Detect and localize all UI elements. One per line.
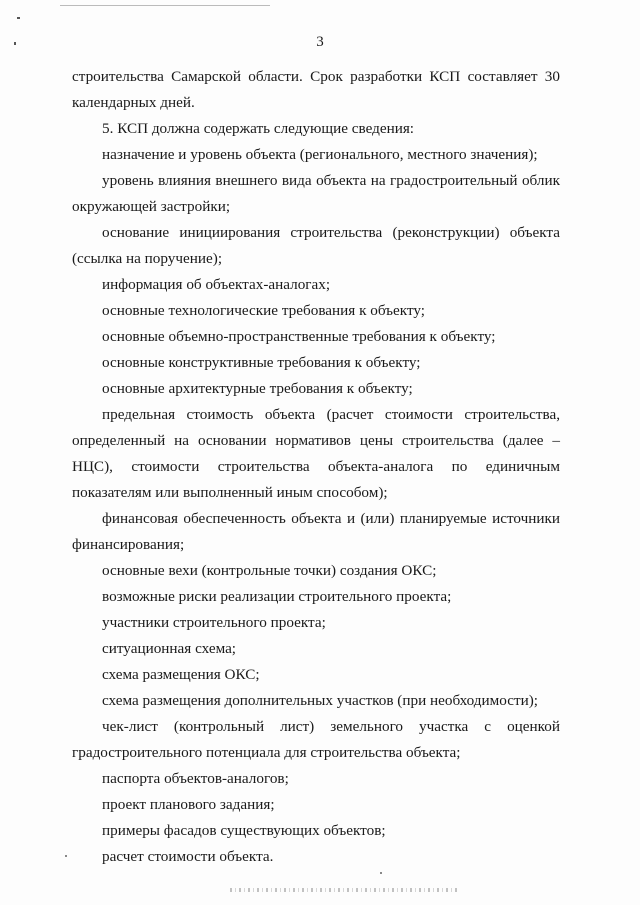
list-item: финансовая обеспеченность объекта и (или) планируемые источники финансирования; [72,510,560,553]
list-item: уровень влияния внешнего вида объекта на градостроительный облик окружающей застройки; [72,172,560,215]
list-item: примеры фасадов существующих объектов; [102,822,386,839]
scan-mark [380,872,382,874]
paragraph: строительства Самарской области. Срок разработки КСП составляет 30 календарных дней. [72,68,560,111]
list-item: чек-лист (контрольный лист) земельного участка с оценкой градостроительного потенциала для строительства объекта; [72,718,560,761]
list-item: основные архитектурные требования к объекту; [102,380,413,397]
list-item: основание инициирования строительства (реконструкции) объекта (ссылка на поручение); [72,224,560,267]
list-item: паспорта объектов-аналогов; [102,770,289,787]
list-item: основные объемно-пространственные требования к объекту; [102,328,496,345]
page-number: 3 [316,34,324,50]
list-item: основные конструктивные требования к объекту; [102,354,421,371]
scan-mark [17,17,20,19]
list-item: возможные риски реализации строительного проекта; [102,588,452,605]
list-item: схема размещения ОКС; [102,666,260,683]
paragraph: 5. КСП должна содержать следующие сведения: [102,120,415,137]
list-item: основные технологические требования к объекту; [102,302,426,319]
list-item: информация об объектах-аналогах; [102,276,331,293]
list-item: расчет стоимости объекта. [102,848,274,865]
scan-noise [230,888,460,892]
list-item: схема размещения дополнительных участков (при необходимости); [102,692,538,709]
list-item: ситуационная схема; [102,640,237,657]
list-item: проект планового задания; [102,796,275,813]
list-item: назначение и уровень объекта (регионального, местного значения); [102,146,538,163]
list-item: участники строительного проекта; [102,614,326,631]
scan-line [60,5,270,6]
list-item: основные вехи (контрольные точки) создания ОКС; [102,562,437,579]
list-item: предельная стоимость объекта (расчет стоимости строительства, определенный на основании нормативов цены строительства (далее – НЦС), стоимости строительства объекта-аналога по единичным показателям или выполненный иным способом); [72,406,560,501]
document-body [72,64,560,870]
scan-mark [65,855,67,857]
